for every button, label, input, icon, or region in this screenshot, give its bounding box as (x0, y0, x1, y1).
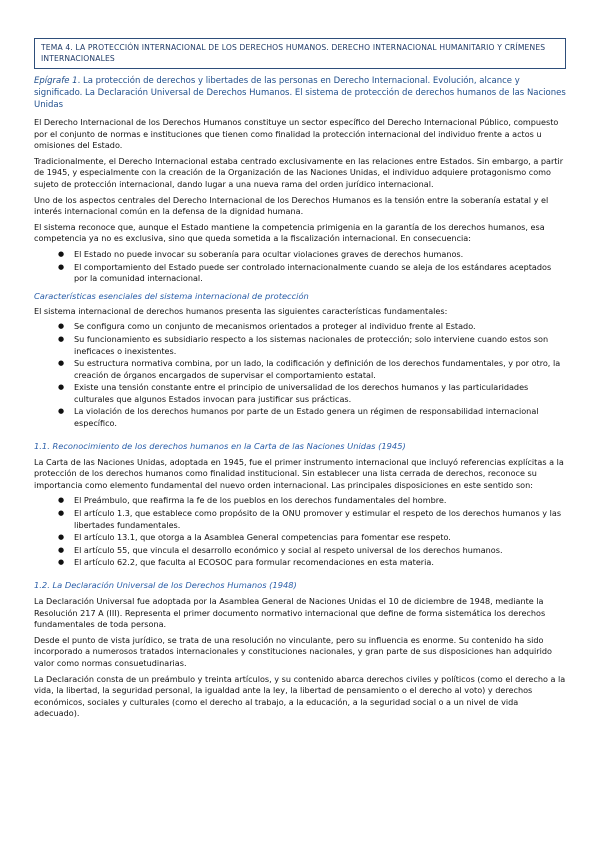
list-item (58, 358, 566, 381)
paragraph: Desde el punto de vista jurídico, se trata de una resolución no vinculante, pero su influencia es enorme. Su contenido ha sido incorporado a numerosos tratados internacionales y constituciones nacionales, y gran parte de sus disposiciones han adquirido valor como normas consuetudinarias. (34, 634, 552, 668)
bullet-icon: ● (58, 249, 65, 258)
paragraph: La Declaración Universal fue adoptada por la Asamblea General de Naciones Unidas el 10 de diciembre de 1948, mediante la Resolución 217 A (III). Representa el primer documento normativo internacional que define de forma sistemática los derechos fundamentales de toda persona. (34, 596, 546, 630)
characteristics-heading: Características esenciales del sistema internacional de protección (34, 290, 309, 301)
list-item-text: Existe una tensión constante entre el principio de universalidad de los derechos humanos y las particularidades culturales que algunos Estados invocan para justificar sus prácticas. (74, 382, 529, 404)
bullet-icon: ● (58, 334, 65, 343)
bullet-icon: ● (58, 407, 65, 416)
list-item (58, 321, 566, 333)
list-item-text: Su estructura normativa combina, por un lado, la codificación y definición de los derechos fundamentales, y por otro, la creación de órganos encargados de supervisar el comportamiento estatal. (74, 358, 561, 380)
list-item-text: El artículo 13.1, que otorga a la Asamblea General competencias para fomentar ese respeto. (74, 532, 451, 543)
list-item (58, 532, 566, 544)
bullet-icon: ● (58, 545, 65, 554)
list-item (58, 333, 566, 357)
epigraph-label: Epígrafe 1 (34, 76, 78, 86)
list-item (58, 382, 566, 405)
list-item-text: El artículo 1.3, que establece como propósito de la ONU promover y estimular el respeto de los derechos humanos y las libertades fundamentales. (74, 508, 562, 530)
list-item (58, 261, 566, 285)
list-item (58, 544, 566, 557)
bullet-list (34, 249, 566, 285)
list-item (58, 495, 566, 507)
chapter-title: TEMA 4. LA PROTECCIÓN INTERNACIONAL DE LOS DERECHOS HUMANOS. DERECHO INTERNACIONAL HUMANITARIO Y CRÍMENES INTERNACIONALES (41, 43, 546, 63)
paragraph: La Carta de las Naciones Unidas, adoptada en 1945, fue el primer instrumento internacional que incluyó referencias explícitas a la protección de los derechos humanos como finalidad institucional. Sin establecer una lista cerrada de derechos, reconoce su importancia como elemento fundamental del nuevo orden internacional. Las principales disposiciones en este sentido son: (34, 456, 564, 490)
list-item-text: El Preámbulo, que reafirma la fe de los pueblos en los derechos fundamentales del hombre. (74, 495, 447, 506)
list-item-text: Su funcionamiento es subsidiario respecto a los sistemas nacionales de protección; solo interviene cuando estos son ineficaces o inexistentes. (74, 333, 549, 356)
list-item (58, 406, 566, 429)
bullet-icon: ● (58, 496, 65, 505)
bullet-list (34, 495, 566, 569)
paragraph: La Declaración consta de un preámbulo y treinta artículos, y su contenido abarca derechos civiles y políticos (como el derecho a la vida, la libertad, la seguridad personal, la igualdad ante la ley, la libertad de pensamiento o el derecho al voto) y derechos económicos, sociales y culturales (como el derecho al trabajo, a la educación, a la seguridad social o a un nivel de vida adecuado). (34, 673, 566, 719)
bullet-icon: ● (58, 509, 65, 518)
paragraph: El sistema internacional de derechos humanos presenta las siguientes características fundamentales: (34, 305, 448, 316)
bullet-icon: ● (58, 262, 65, 271)
section-1-1-heading: 1.1. Reconocimiento de los derechos humanos en la Carta de las Naciones Unidas (1945) (34, 440, 406, 451)
list-item (58, 248, 566, 261)
list-item-text: Se configura como un conjunto de mecanismos orientados a proteger al individuo frente al Estado. (74, 321, 476, 332)
bullet-icon: ● (58, 533, 65, 542)
bullet-icon: ● (58, 359, 65, 368)
list-item (58, 557, 566, 569)
paragraph: Tradicionalmente, el Derecho Internacional estaba centrado exclusivamente en las relaciones entre Estados. Sin embargo, a partir de 1945, y especialmente con la creación de la Organización de las Naciones Unidas, el individuo adquiere protagonismo como sujeto de protección internacional, dando lugar a una nueva rama del orden jurídico internacional. (34, 155, 564, 189)
bullet-list (34, 321, 566, 429)
list-item-text: El comportamiento del Estado puede ser controlado internacionalmente cuando se aleja de los estándares aceptados por la comunidad internacional. (74, 261, 552, 284)
epigraph-heading (34, 75, 566, 111)
list-item-text: El artículo 55, que vincula el desarrollo económico y social al respeto universal de los derechos humanos. (74, 544, 503, 555)
paragraph: Uno de los aspectos centrales del Derecho Internacional de los Derechos Humanos es la tensión entre la soberanía estatal y el interés internacional común en la defensa de la dignidad humana. (34, 194, 549, 217)
paragraph: El Derecho Internacional de los Derechos Humanos constituye un sector específico del Derecho Internacional Público, compuesto por el conjunto de normas e instituciones que tienen como finalidad la protección internacional del individuo frente a actos u omisiones del Estado. (34, 117, 559, 151)
list-item-text: El Estado no puede invocar su soberanía para ocultar violaciones graves de derechos humanos. (74, 248, 464, 259)
bullet-icon: ● (58, 558, 65, 567)
bullet-icon: ● (58, 322, 65, 331)
chapter-title-box (34, 38, 566, 69)
list-item-text: La violación de los derechos humanos por parte de un Estado genera un régimen de responsabilidad internacional específico. (74, 406, 539, 429)
bullet-icon: ● (58, 383, 65, 392)
paragraph: El sistema reconoce que, aunque el Estado mantiene la competencia primigenia en la garantía de los derechos humanos, esa competencia ya no es exclusiva, sino que queda sometida a la fiscalización internacional. En consecuencia: (34, 221, 545, 244)
section-1-2-heading: 1.2. La Declaración Universal de los Derechos Humanos (1948) (34, 580, 297, 590)
list-item-text: El artículo 62.2, que faculta al ECOSOC para formular recomendaciones en esta materia. (74, 557, 434, 568)
epigraph-text: . La protección de derechos y libertades de las personas en Derecho Internacional. Evolución, alcance y significado. La Declaración Universal de Derechos Humanos. El sistema de protección de derechos humanos de las Naciones Unidas (34, 76, 566, 110)
list-item (58, 508, 566, 531)
